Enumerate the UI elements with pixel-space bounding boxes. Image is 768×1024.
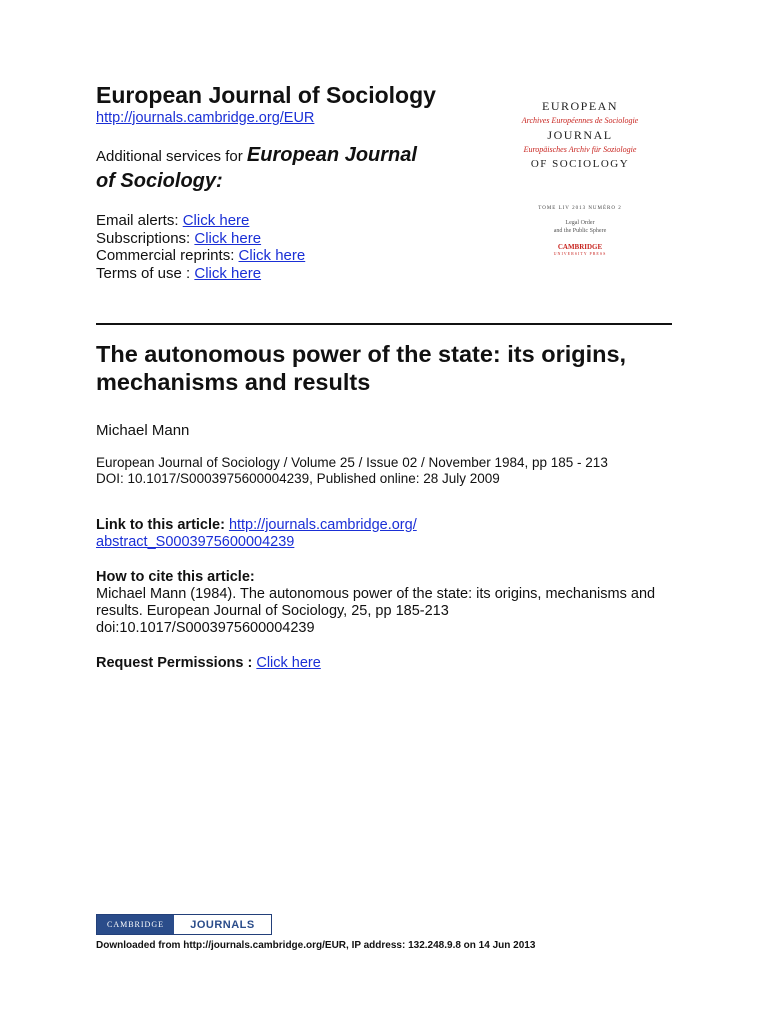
cite-doi: doi:10.1017/S0003975600004239 <box>96 620 315 636</box>
cover-title-line1: EUROPEAN <box>541 99 618 113</box>
cover-subtitle-1: Archives Européennes de Sociologie <box>521 116 639 125</box>
article-link-block <box>96 517 666 551</box>
additional-services-prefix: Additional services for <box>96 148 247 165</box>
cover-title-line2: JOURNAL <box>547 128 613 142</box>
cover-theme-line1: Legal Order <box>565 220 595 226</box>
permissions-link[interactable]: Click here <box>256 655 321 671</box>
cite-label: How to cite this article: <box>96 569 255 585</box>
article-link-label: Link to this article: <box>96 517 229 533</box>
email-alerts-link[interactable]: Click here <box>182 212 250 229</box>
terms-of-use-link[interactable]: Click here <box>194 264 262 282</box>
additional-journal-name-2: of Sociology: <box>96 170 223 192</box>
additional-journal-name-1: European Journal <box>246 144 417 166</box>
services-list <box>96 212 305 282</box>
subscriptions-link[interactable]: Click here <box>194 229 262 247</box>
cover-publisher: CAMBRIDGE <box>557 243 603 251</box>
permissions-block <box>96 655 321 671</box>
cover-theme-line2: and the Public Sphere <box>553 228 607 234</box>
journal-url-container <box>96 110 314 126</box>
journal-url-link[interactable]: http://journals.cambridge.org/EUR <box>96 110 315 126</box>
article-title: The autonomous power of the state: its origins, mechanisms and results <box>96 341 627 395</box>
commercial-reprints-link[interactable]: Click here <box>238 247 306 264</box>
cover-title-line3: OF SOCIOLOGY <box>530 158 630 170</box>
horizontal-divider <box>96 323 672 325</box>
service-subscriptions <box>96 230 305 248</box>
citation-line-1: European Journal of Sociology / Volume 25 / Issue 02 / November 1984, pp 185 - 213 <box>96 455 608 470</box>
cover-volume: TOME LIV 2013 NUMÉRO 2 <box>538 206 622 211</box>
article-link-url-2[interactable]: abstract_S0003975600004239 <box>96 534 295 550</box>
service-label: Commercial reprints: <box>96 247 239 264</box>
service-label: Email alerts: <box>96 212 183 229</box>
permissions-label: Request Permissions : <box>96 655 257 671</box>
cite-block <box>96 569 666 637</box>
logo-journals-text: JOURNALS <box>174 915 271 934</box>
service-email-alerts <box>96 212 305 230</box>
journal-title: European Journal of Sociology <box>96 82 436 108</box>
citation-line-2: DOI: 10.1017/S0003975600004239, Published online: 28 July 2009 <box>96 470 500 486</box>
download-footer: Downloaded from http://journals.cambridge.org/EUR, IP address: 132.248.9.8 on 14 Jun 2013 <box>96 940 536 951</box>
cite-text: Michael Mann (1984). The autonomous power of the state: its origins, mechanisms and results. European Journal of Sociology, 25, pp 185-213 <box>96 586 656 619</box>
article-author: Michael Mann <box>96 422 190 439</box>
cover-publisher-sub: UNIVERSITY PRESS <box>553 251 607 256</box>
service-label: Terms of use : <box>96 264 195 282</box>
service-commercial-reprints <box>96 247 305 265</box>
journal-cover-image <box>505 95 655 285</box>
cover-theme <box>505 219 655 235</box>
additional-services-heading <box>96 143 496 195</box>
cambridge-journals-logo <box>96 914 272 935</box>
service-terms-of-use <box>96 265 305 283</box>
article-link-url-1[interactable]: http://journals.cambridge.org/ <box>228 517 417 533</box>
article-citation <box>96 455 666 486</box>
cover-subtitle-2: Europäisches Archiv für Soziologie <box>523 145 637 154</box>
service-label: Subscriptions: <box>96 229 195 247</box>
logo-cambridge-text: CAMBRIDGE <box>97 915 174 934</box>
